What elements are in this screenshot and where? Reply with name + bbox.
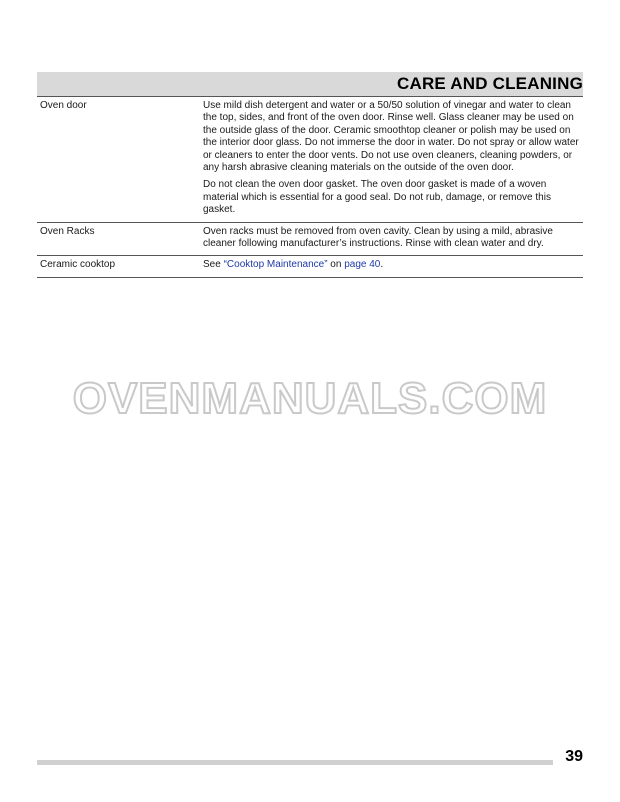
see-prefix: See xyxy=(203,259,224,271)
row-label-ceramic-cooktop: Ceramic cooktop xyxy=(40,259,116,271)
table-row xyxy=(37,256,583,277)
row-description xyxy=(203,100,583,217)
section-header-band xyxy=(37,72,583,96)
cooktop-maintenance-link[interactable]: “Cooktop Maintenance” xyxy=(223,259,328,271)
watermark: OVENMANUALS.COM xyxy=(72,374,548,423)
footer-bar xyxy=(37,760,553,765)
page-40-link[interactable]: page 40 xyxy=(344,259,381,271)
description-paragraph: Do not clean the oven door gasket. The oven door gasket is made of a woven material which is essential for a good seal. Do not rub, damage, or remove this gasket. xyxy=(203,179,551,216)
care-cleaning-table xyxy=(37,96,583,278)
table-row xyxy=(37,223,583,257)
description-paragraph: Use mild dish detergent and water or a 50/50 solution of vinegar and water to clean the top, sides, and front of the oven door. Rinse well. Glass cleaner may be used on the outside glass of the door. Ceramic smoothtop cleaner or polish may be used on the interior door glass. Do not immerse the door in water. Do not spray or allow water or cleaners to enter the door vents. Do not use oven cleaners, cleaning powders, or any harsh abrasive cleaning materials on the outside of the oven door. xyxy=(203,100,579,174)
row-label-oven-door: Oven door xyxy=(40,100,87,111)
description-paragraph xyxy=(203,259,581,271)
page-number: 39 xyxy=(565,748,583,765)
description-paragraph: Oven racks must be removed from oven cavity. Clean by using a mild, abrasive cleaner following manufacturer’s instructions. Rinse with clean water and dry. xyxy=(203,225,553,250)
row-label-oven-racks: Oven Racks xyxy=(40,225,95,237)
link-connector: on xyxy=(327,259,345,271)
row-description xyxy=(203,259,583,271)
table-row xyxy=(37,97,583,223)
section-title: CARE AND CLEANING xyxy=(397,74,583,93)
sentence-end: . xyxy=(380,259,384,271)
row-description xyxy=(203,226,583,251)
